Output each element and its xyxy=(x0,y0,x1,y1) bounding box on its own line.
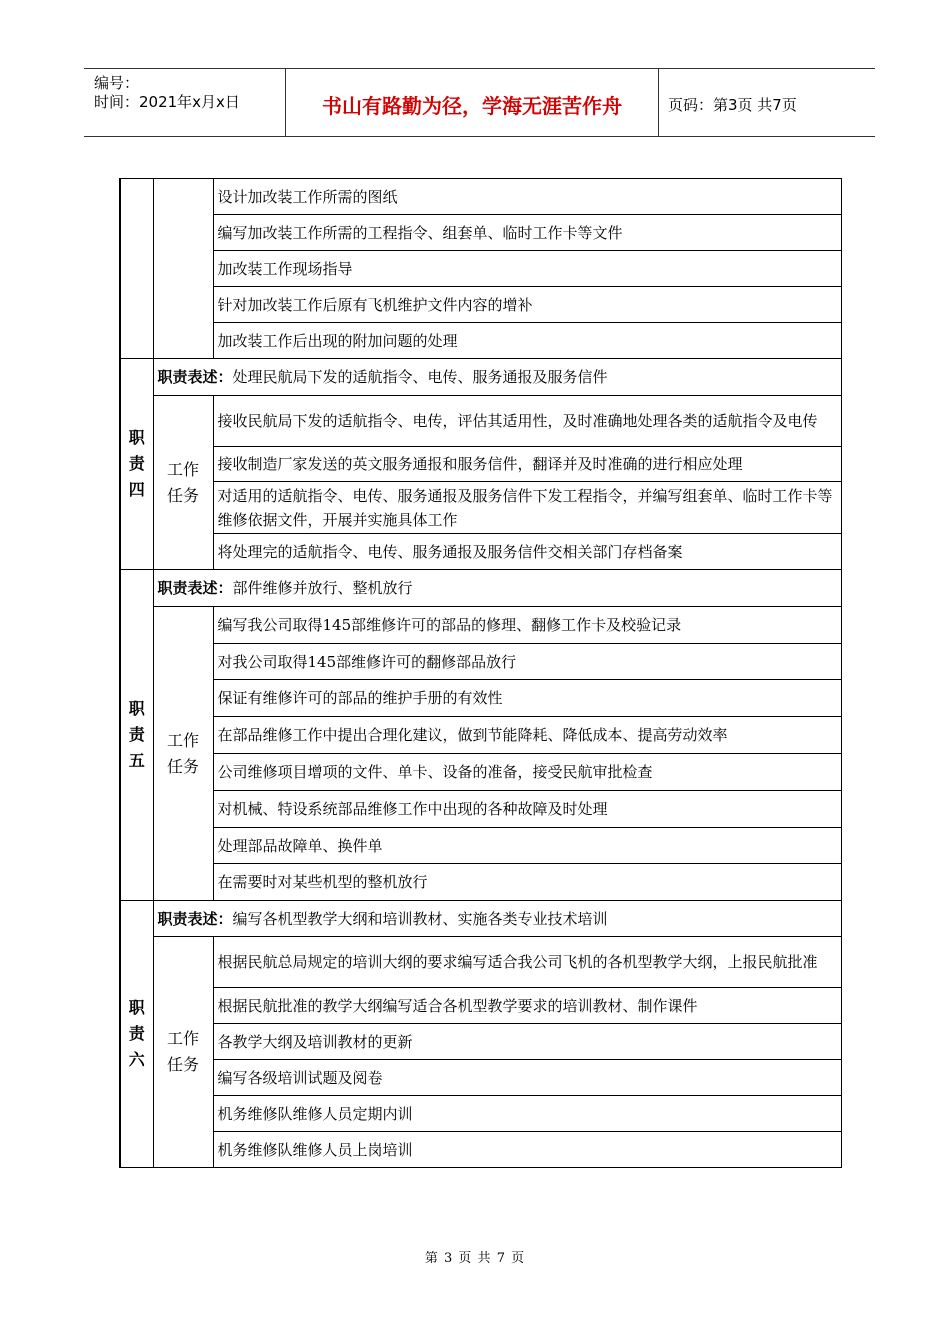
task-item: 将处理完的适航指令、电传、服务通报及服务信件交相关部门存档备案 xyxy=(213,534,841,570)
task-label-cell xyxy=(153,607,213,901)
duty-description xyxy=(153,359,841,396)
table-row xyxy=(120,901,841,937)
task-item: 根据民航批准的教学大纲编写适合各机型教学要求的培训教材、制作课件 xyxy=(213,988,841,1024)
table-row xyxy=(120,1060,841,1096)
table-row xyxy=(120,570,841,607)
duty-description-label: 职责表述： xyxy=(157,579,233,597)
task-label-cell-continued xyxy=(153,179,213,359)
task-item: 编写加改装工作所需的工程指令、组套单、临时工作卡等文件 xyxy=(213,215,841,251)
task-label: 工作任务 xyxy=(166,730,199,776)
task-item: 各教学大纲及培训教材的更新 xyxy=(213,1024,841,1060)
duty-table xyxy=(119,178,842,1168)
task-label-cell xyxy=(153,937,213,1168)
duty-description-text: 部件维修并放行、整机放行 xyxy=(232,579,413,597)
duty-name: 职责六 xyxy=(128,998,145,1069)
header-motto: 书山有路勤为径，学海无涯苦作舟 xyxy=(322,94,622,118)
task-item: 加改装工作后出现的附加问题的处理 xyxy=(213,323,841,359)
table-row xyxy=(120,864,841,901)
duty-name: 职责五 xyxy=(128,699,145,770)
table-row xyxy=(120,534,841,570)
duty-description-label: 职责表述： xyxy=(157,909,233,928)
task-item: 在部品维修工作中提出合理化建议，做到节能降耗、降低成本、提高劳动效率 xyxy=(213,717,841,754)
duty-description-text: 处理民航局下发的适航指令、电传、服务通报及服务信件 xyxy=(232,368,608,386)
task-item: 编写我公司取得145部维修许可的部品的修理、翻修工作卡及校验记录 xyxy=(213,607,841,644)
duty-name-cell xyxy=(120,359,153,570)
table-row xyxy=(120,179,841,215)
duty-name-cell xyxy=(120,901,153,1168)
table-row xyxy=(120,828,841,864)
table-row xyxy=(120,1024,841,1060)
table-row xyxy=(120,754,841,791)
task-item: 处理部品故障单、换件单 xyxy=(213,828,841,864)
table-row xyxy=(120,287,841,323)
task-item: 针对加改装工作后原有飞机维护文件内容的增补 xyxy=(213,287,841,323)
task-item: 设计加改装工作所需的图纸 xyxy=(213,179,841,215)
duty-name: 职责四 xyxy=(128,428,145,499)
table-row xyxy=(120,937,841,988)
duty-description xyxy=(153,570,841,607)
task-item: 对机械、特设系统部品维修工作中出现的各种故障及时处理 xyxy=(213,791,841,828)
table-row xyxy=(120,680,841,717)
task-item: 对我公司取得145部维修许可的翻修部品放行 xyxy=(213,644,841,680)
duty-description-text: 编写各机型教学大纲和培训教材、实施各类专业技术培训 xyxy=(232,909,608,928)
task-item: 机务维修队维修人员上岗培训 xyxy=(213,1132,841,1168)
table-row xyxy=(120,482,841,534)
header-top-rule xyxy=(84,68,875,69)
table-row xyxy=(120,644,841,680)
table-row xyxy=(120,251,841,287)
task-label: 工作任务 xyxy=(166,459,199,505)
header-divider-right xyxy=(658,69,659,136)
task-item: 接收民航局下发的适航指令、电传，评估其适用性，及时准确地处理各类的适航指令及电传 xyxy=(213,396,841,447)
task-item: 公司维修项目增项的文件、单卡、设备的准备，接受民航审批检查 xyxy=(213,754,841,791)
header-bottom-rule xyxy=(84,136,875,137)
table-row xyxy=(120,791,841,828)
task-item: 在需要时对某些机型的整机放行 xyxy=(213,864,841,901)
table-row xyxy=(120,1132,841,1168)
table-row xyxy=(120,359,841,396)
task-item: 机务维修队维修人员定期内训 xyxy=(213,1096,841,1132)
table-row xyxy=(120,1096,841,1132)
duty-cell-continued xyxy=(120,179,153,359)
table-row xyxy=(120,447,841,482)
task-item: 编写各级培训试题及阅卷 xyxy=(213,1060,841,1096)
task-label-cell xyxy=(153,396,213,570)
duty-description-label: 职责表述： xyxy=(157,368,233,386)
task-item: 接收制造厂家发送的英文服务通报和服务信件，翻译并及时准确的进行相应处理 xyxy=(213,447,841,482)
header-page-info: 页码：第3页 共7页 xyxy=(668,96,797,114)
table-row xyxy=(120,607,841,644)
task-item: 对适用的适航指令、电传、服务通报及服务信件下发工程指令，并编写组套单、临时工作卡等维修依据文件，开展并实施具体工作 xyxy=(213,482,841,534)
duty-name-cell xyxy=(120,570,153,901)
table-row xyxy=(120,717,841,754)
table-row xyxy=(120,215,841,251)
duty-description xyxy=(153,901,841,937)
table-row xyxy=(120,396,841,447)
task-label: 工作任务 xyxy=(166,1029,199,1074)
header-number-label: 编号： xyxy=(94,74,140,92)
table-row xyxy=(120,323,841,359)
task-item: 保证有维修许可的部品的维护手册的有效性 xyxy=(213,680,841,717)
header-time-label: 时间：2021年x月x日 xyxy=(94,93,240,111)
page-footer: 第 3 页 共 7 页 xyxy=(424,1251,526,1266)
task-item: 加改装工作现场指导 xyxy=(213,251,841,287)
task-item: 根据民航总局规定的培训大纲的要求编写适合我公司飞机的各机型教学大纲，上报民航批准 xyxy=(213,937,841,988)
table-row xyxy=(120,988,841,1024)
